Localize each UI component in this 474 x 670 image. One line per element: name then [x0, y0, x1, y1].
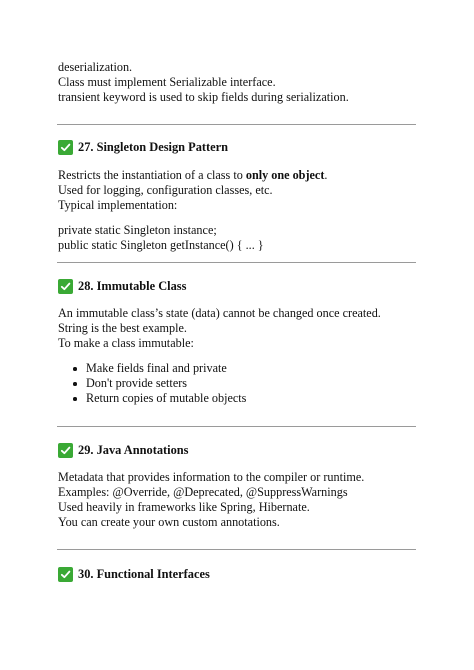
- text-run: .: [324, 168, 328, 182]
- section-divider: [57, 124, 416, 125]
- section-divider: [57, 262, 416, 263]
- section-title: 29. Java Annotations: [78, 442, 189, 457]
- paragraph-line: Typical implementation:: [58, 198, 178, 212]
- bullet-icon: [73, 397, 77, 401]
- paragraph-line: An immutable class’s state (data) cannot be changed once created.: [58, 306, 381, 320]
- section-divider: [57, 549, 416, 550]
- paragraph-line: Used for logging, configuration classes, etc.: [58, 183, 273, 197]
- list-item-text: Return copies of mutable objects: [86, 391, 247, 405]
- bullet-icon: [73, 382, 77, 386]
- list-item-text: Don't provide setters: [86, 376, 188, 390]
- paragraph-line: Examples: @Override, @Deprecated, @SuppressWarnings: [58, 485, 348, 499]
- section-heading: [58, 441, 189, 459]
- bullet-icon: [73, 367, 77, 371]
- paragraph-line: To make a class immutable:: [58, 336, 194, 350]
- code-line: public static Singleton getInstance() { ... }: [58, 238, 264, 252]
- emphasized-text: only one object: [245, 168, 325, 182]
- paragraph-line: Used heavily in frameworks like Spring, Hibernate.: [58, 500, 310, 514]
- intro-line: Class must implement Serializable interface.: [58, 75, 276, 89]
- code-line: private static Singleton instance;: [58, 223, 217, 237]
- list-item-text: Make fields final and private: [86, 361, 227, 375]
- check-mark-icon: [58, 443, 73, 458]
- section-heading: [58, 565, 210, 583]
- paragraph-line: You can create your own custom annotations.: [58, 515, 280, 529]
- section-title: 30. Functional Interfaces: [78, 566, 210, 581]
- paragraph-line: Metadata that provides information to the compiler or runtime.: [58, 470, 365, 484]
- paragraph-line: String is the best example.: [58, 321, 187, 335]
- section-title: 27. Singleton Design Pattern: [78, 139, 229, 154]
- check-mark-icon: [58, 140, 73, 155]
- section-title: 28. Immutable Class: [78, 278, 187, 293]
- section-heading: [58, 277, 186, 295]
- check-mark-icon: [58, 279, 73, 294]
- intro-line: deserialization.: [58, 60, 133, 74]
- section-heading: [58, 138, 228, 156]
- text-run: Restricts the instantiation of a class to: [58, 168, 246, 182]
- intro-line: transient keyword is used to skip fields during serialization.: [58, 90, 349, 104]
- section-divider: [57, 426, 416, 427]
- paragraph-line: [58, 168, 327, 183]
- check-mark-icon: [58, 567, 73, 582]
